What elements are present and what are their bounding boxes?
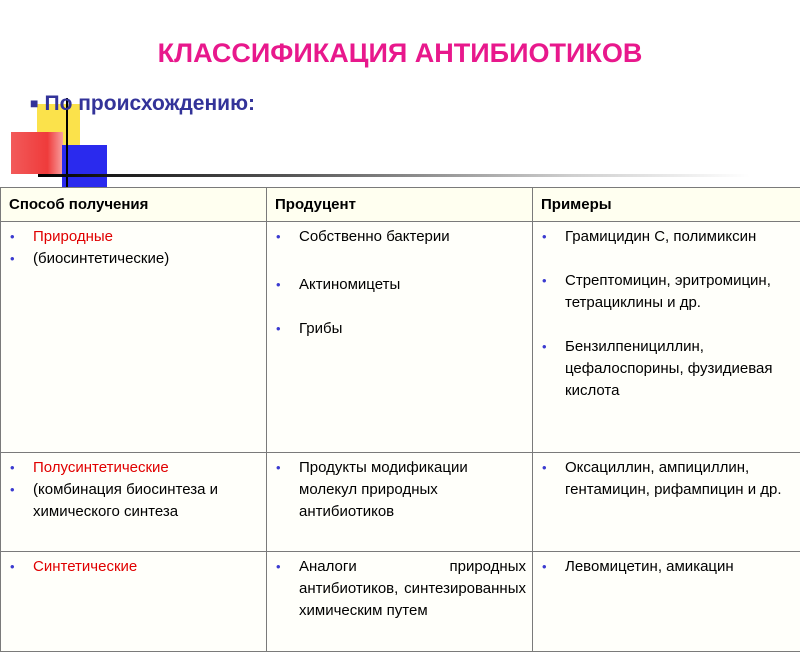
cell-method [1, 552, 267, 652]
list-item: • Грибы [273, 318, 526, 340]
list-item: • Стрептомицин, эритромицин, тетрациклины и др. [539, 270, 796, 314]
cell-method [1, 453, 267, 552]
subtitle [30, 92, 255, 116]
decor-blue-square [62, 145, 107, 187]
classification-table [0, 187, 800, 652]
cell-examples [533, 222, 800, 453]
table-header-row [1, 188, 800, 222]
list-item: • Продукты модификации молекул природных антибиотиков [273, 457, 526, 523]
cell-examples [533, 552, 800, 652]
table-row [1, 552, 800, 652]
list-item: • (биосинтетические) [7, 248, 260, 270]
cell-producer [267, 222, 533, 453]
list-item: • Левомицетин, амикацин [539, 556, 796, 578]
table-row [1, 222, 800, 453]
header-producer: Продуцент [267, 188, 533, 222]
list-item: • Аналоги природных антибиотиков, синтезированных химическим путем [273, 556, 526, 622]
decor-horizontal-line [38, 174, 750, 177]
cell-examples [533, 453, 800, 552]
list-item: • Собственно бактерии [273, 226, 526, 248]
list-item: • Бензилпенициллин, цефалоспорины, фузидиевая кислота [539, 336, 796, 402]
list-item: • Полусинтетические [7, 457, 260, 479]
subtitle-text: По происхождению: [44, 92, 255, 115]
list-item: • Природные [7, 226, 260, 248]
table-row [1, 453, 800, 552]
cell-producer [267, 453, 533, 552]
decor-red-square [11, 132, 63, 174]
header-examples: Примеры [533, 188, 800, 222]
list-item: • (комбинация биосинтеза и химического синтеза [7, 479, 260, 523]
list-item: • Грамицидин С, полимиксин [539, 226, 796, 248]
list-item: • Оксациллин, ампициллин, гентамицин, рифампицин и др. [539, 457, 796, 501]
cell-producer [267, 552, 533, 652]
list-item: • Синтетические [7, 556, 260, 578]
cell-method [1, 222, 267, 453]
bullet-icon: ■ [30, 95, 38, 111]
header-method: Способ получения [1, 188, 267, 222]
list-item: • Актиномицеты [273, 274, 526, 296]
page-title: КЛАССИФИКАЦИЯ АНТИБИОТИКОВ [0, 38, 800, 69]
